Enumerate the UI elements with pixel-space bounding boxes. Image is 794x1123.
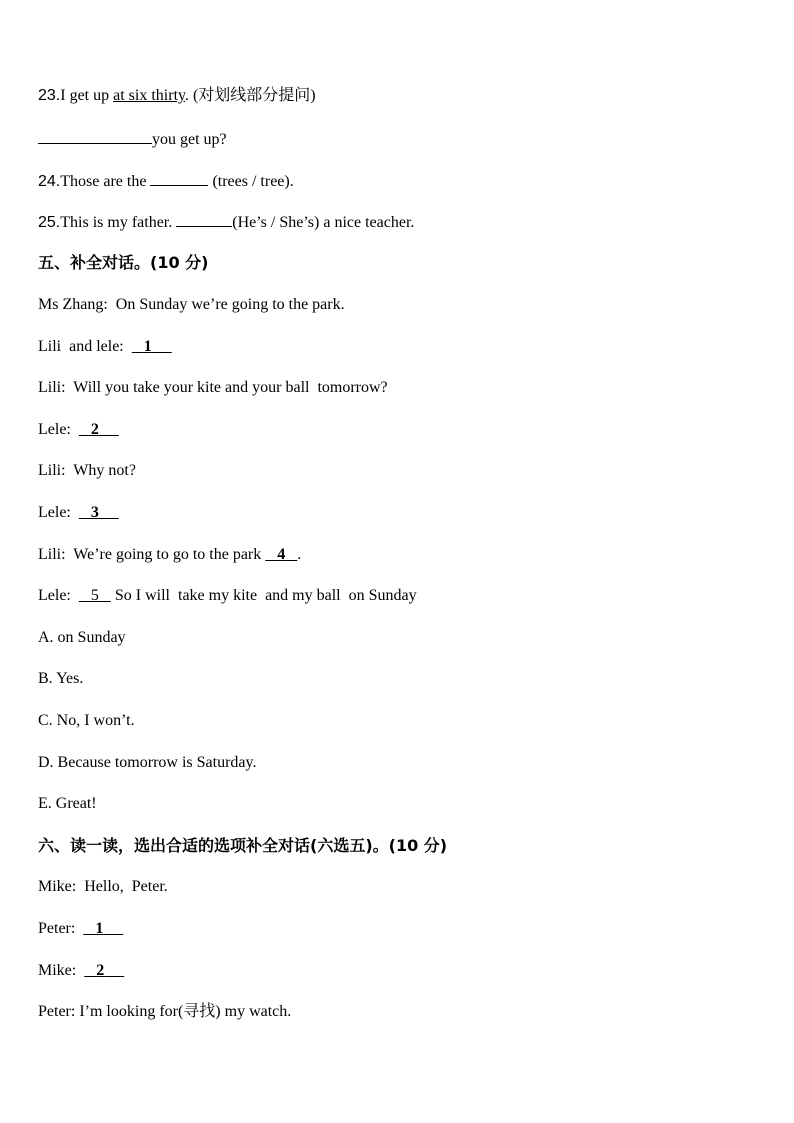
question-number: 25. xyxy=(38,214,61,231)
question-choices: (He’s / She’s) a nice teacher. xyxy=(232,214,415,231)
speaker-label: Lele: xyxy=(38,504,79,521)
speaker-label: Peter: xyxy=(38,920,84,937)
question-23-answer-line xyxy=(38,128,227,150)
blank-number: 1 xyxy=(95,920,104,937)
option-b: B. Yes. xyxy=(38,670,84,687)
underlined-phrase: at six thirty xyxy=(113,87,185,104)
question-choices: (trees / tree). xyxy=(208,173,294,190)
question-instruction: . (对划线部分提问) xyxy=(184,87,316,104)
answer-blank[interactable] xyxy=(176,211,232,227)
question-24 xyxy=(38,170,294,192)
dialogue-line xyxy=(38,420,119,440)
answer-blank[interactable] xyxy=(150,170,208,186)
speaker-label: Mike: xyxy=(38,962,85,979)
question-text: I get up xyxy=(60,87,114,104)
dialogue-line: Lili: Why not? xyxy=(38,462,136,479)
dialogue-line xyxy=(38,919,123,939)
dialogue-line xyxy=(38,545,301,565)
option-c: C. No, I won’t. xyxy=(38,712,135,729)
dialogue-text: Lili: We’re going to go to the park xyxy=(38,546,266,563)
speaker-label: Lele: xyxy=(38,421,79,438)
blank-number: 5 xyxy=(90,587,99,604)
answer-blank[interactable] xyxy=(265,546,297,563)
question-text: Those are the xyxy=(60,173,151,190)
dialogue-text: So I will take my kite and my ball on Sunday xyxy=(110,587,417,604)
blank-number: 2 xyxy=(90,421,99,438)
dialogue-line xyxy=(38,586,417,606)
dialogue-line: Mike: Hello, Peter. xyxy=(38,878,168,895)
dialogue-line: Ms Zhang: On Sunday we’re going to the park. xyxy=(38,296,345,313)
question-23 xyxy=(38,86,316,106)
dialogue-line: Peter: I’m looking for(寻找) my watch. xyxy=(38,1003,292,1020)
option-a: A. on Sunday xyxy=(38,629,126,646)
dialogue-line xyxy=(38,337,172,357)
answer-blank[interactable] xyxy=(132,338,172,355)
section-6-heading: 六、读一读，选出合适的选项补全对话(六选五)。(10 分) xyxy=(38,836,448,855)
answer-blank[interactable] xyxy=(79,504,119,521)
question-text: you get up? xyxy=(152,131,227,148)
blank-number: 1 xyxy=(143,338,152,355)
question-number: 23. xyxy=(38,87,61,104)
answer-blank[interactable] xyxy=(83,920,123,937)
question-25 xyxy=(38,211,414,233)
dialogue-line: Lili: Will you take your kite and your ball tomorrow? xyxy=(38,379,388,396)
blank-number: 2 xyxy=(96,962,105,979)
blank-number: 3 xyxy=(90,504,99,521)
option-d: D. Because tomorrow is Saturday. xyxy=(38,754,257,771)
dialogue-line xyxy=(38,961,124,981)
speaker-label: Lele: xyxy=(38,587,79,604)
answer-blank[interactable] xyxy=(38,128,152,144)
answer-blank[interactable] xyxy=(79,421,119,438)
dialogue-text: . xyxy=(297,546,302,563)
blank-number: 4 xyxy=(277,546,286,563)
question-number: 24. xyxy=(38,173,61,190)
answer-blank[interactable] xyxy=(79,587,111,604)
dialogue-line xyxy=(38,503,119,523)
question-text: This is my father. xyxy=(60,214,177,231)
answer-blank[interactable] xyxy=(84,962,124,979)
option-e: E. Great! xyxy=(38,795,97,812)
speaker-label: Lili and lele: xyxy=(38,338,132,355)
section-5-heading: 五、补全对话。(10 分) xyxy=(38,253,209,272)
